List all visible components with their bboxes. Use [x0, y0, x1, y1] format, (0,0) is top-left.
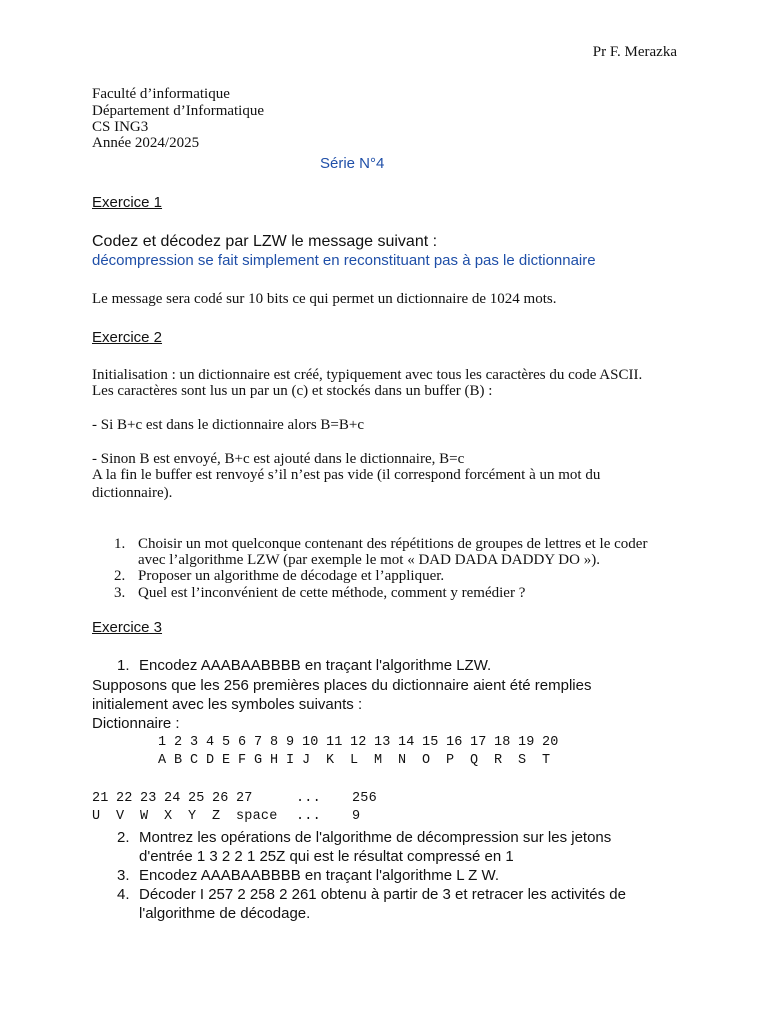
list-item-number: 1. [114, 536, 126, 552]
dict-code: 26 [212, 790, 229, 806]
dict-symbol: W [140, 808, 149, 824]
dict-code: 3 [190, 734, 199, 750]
exercise-1-heading: Exercice 1 [92, 194, 163, 211]
suppose-line1: Supposons que les 256 premières places du dictionnaire aient été remplies [92, 677, 592, 694]
dict-symbol: E [222, 752, 231, 768]
suppose-line2: initialement avec les symboles suivants : [92, 696, 363, 713]
dictionary-row1-numbers [158, 733, 566, 769]
dict-code: 18 [494, 734, 511, 750]
dict-symbol: M [374, 752, 383, 768]
faculty-label: Faculté d’informatique [92, 86, 230, 102]
dict-code: 8 [270, 734, 279, 750]
dict-symbol: 9 [352, 808, 361, 824]
dict-symbol: T [542, 752, 551, 768]
exercise-1-note: Le message sera codé sur 10 bits ce qui permet un dictionnaire de 1024 mots. [92, 291, 557, 307]
exercise-2-init-line2: Les caractères sont lus un par un (c) et stockés dans un buffer (B) : [92, 383, 493, 399]
list-item-number: 3. [114, 585, 126, 601]
dict-symbol: ... [296, 808, 321, 824]
dict-code: 2 [174, 734, 183, 750]
dict-symbol: G [254, 752, 263, 768]
dict-code: 16 [446, 734, 463, 750]
dict-symbol: B [174, 752, 183, 768]
dict-code: 19 [518, 734, 535, 750]
dict-symbol: Q [470, 752, 479, 768]
dict-code: 20 [542, 734, 559, 750]
dict-symbol: F [238, 752, 247, 768]
dict-code: 13 [374, 734, 391, 750]
page-title: Série N°4 [320, 155, 385, 172]
dict-symbol: I [286, 752, 295, 768]
exercise-2-end-line1: A la fin le buffer est renvoyé s’il n’est pas vide (il correspond forcément à un mot du [92, 467, 601, 483]
dict-code: 12 [350, 734, 367, 750]
dict-code: ... [296, 790, 321, 806]
question-1-text: Encodez AAABAABBBB en traçant l'algorithme LZW. [139, 657, 492, 674]
dictionary-row2 [92, 789, 392, 825]
dict-code: 11 [326, 734, 343, 750]
dict-symbol: X [164, 808, 173, 824]
dict-code: 9 [286, 734, 295, 750]
dict-symbol: D [206, 752, 215, 768]
question-number: 4. [117, 886, 130, 903]
list-item-text: Proposer un algorithme de décodage et l’appliquer. [138, 568, 445, 584]
exercise-2-rule1: - Si B+c est dans le dictionnaire alors B=B+c [92, 417, 364, 433]
exercise-1-message: décompression se fait simplement en reconstituant pas à pas le dictionnaire [92, 252, 596, 269]
dict-code: 17 [470, 734, 487, 750]
question-4-line1: Décoder I 257 2 258 2 261 obtenu à partir de 3 et retracer les activités de [139, 886, 626, 903]
dict-code: 256 [352, 790, 377, 806]
exercise-1-instruction: Codez et décodez par LZW le message suivant : [92, 233, 438, 250]
year-label: Année 2024/2025 [92, 135, 200, 151]
question-number: 1. [117, 657, 130, 674]
dict-code: 4 [206, 734, 215, 750]
dict-symbol: P [446, 752, 455, 768]
question-number: 2. [117, 829, 130, 846]
question-4-line2: l'algorithme de décodage. [139, 905, 311, 922]
dict-symbol: R [494, 752, 503, 768]
exercise-2-heading: Exercice 2 [92, 329, 163, 346]
dict-code: 25 [188, 790, 205, 806]
list-item-number: 2. [114, 568, 126, 584]
dictionary-label: Dictionnaire : [92, 715, 180, 732]
dict-symbol: Z [212, 808, 221, 824]
dict-symbol: L [350, 752, 359, 768]
dict-symbol: space [236, 808, 278, 824]
exercise-2-end-line2: dictionnaire). [92, 485, 173, 501]
question-2-line1: Montrez les opérations de l'algorithme de décompression sur les jetons [139, 829, 612, 846]
dict-code: 10 [302, 734, 319, 750]
dict-code: 23 [140, 790, 157, 806]
exercise-2-init-line1: Initialisation : un dictionnaire est créé, typiquement avec tous les caractères du code ASCII. [92, 367, 643, 383]
dict-code: 1 [158, 734, 167, 750]
question-number: 3. [117, 867, 130, 884]
dict-code: 27 [236, 790, 253, 806]
dict-code: 15 [422, 734, 439, 750]
dict-symbol: A [158, 752, 167, 768]
dict-code: 6 [238, 734, 247, 750]
dict-symbol: V [116, 808, 125, 824]
author-name: Pr F. Merazka [592, 44, 677, 60]
question-3-text: Encodez AAABAABBBB en traçant l'algorithme L Z W. [139, 867, 499, 884]
exercise-2-rule2: - Sinon B est envoyé, B+c est ajouté dans le dictionnaire, B=c [92, 451, 465, 467]
dict-code: 21 [92, 790, 109, 806]
dict-code: 5 [222, 734, 231, 750]
dict-code: 22 [116, 790, 133, 806]
class-label: CS ING3 [92, 119, 149, 135]
dict-code: 7 [254, 734, 263, 750]
exercise-3-heading: Exercice 3 [92, 619, 163, 636]
list-item-text: avec l’algorithme LZW (par exemple le mot « DAD DADA DADDY DO »). [138, 552, 600, 568]
dict-symbol: U [92, 808, 101, 824]
dict-symbol: J [302, 752, 311, 768]
dict-symbol: C [190, 752, 199, 768]
department-label: Département d’Informatique [92, 103, 265, 119]
dict-code: 14 [398, 734, 415, 750]
dict-symbol: O [422, 752, 431, 768]
dict-symbol: H [270, 752, 279, 768]
dict-symbol: N [398, 752, 407, 768]
list-item-text: Quel est l’inconvénient de cette méthode, comment y remédier ? [138, 585, 526, 601]
dict-code: 24 [164, 790, 181, 806]
dict-symbol: S [518, 752, 527, 768]
dict-symbol: K [326, 752, 335, 768]
list-item-text: Choisir un mot quelconque contenant des répétitions de groupes de lettres et le coder [138, 536, 648, 552]
question-2-line2: d'entrée 1 3 2 2 1 25Z qui est le résultat compressé en 1 [139, 848, 514, 865]
dict-symbol: Y [188, 808, 197, 824]
